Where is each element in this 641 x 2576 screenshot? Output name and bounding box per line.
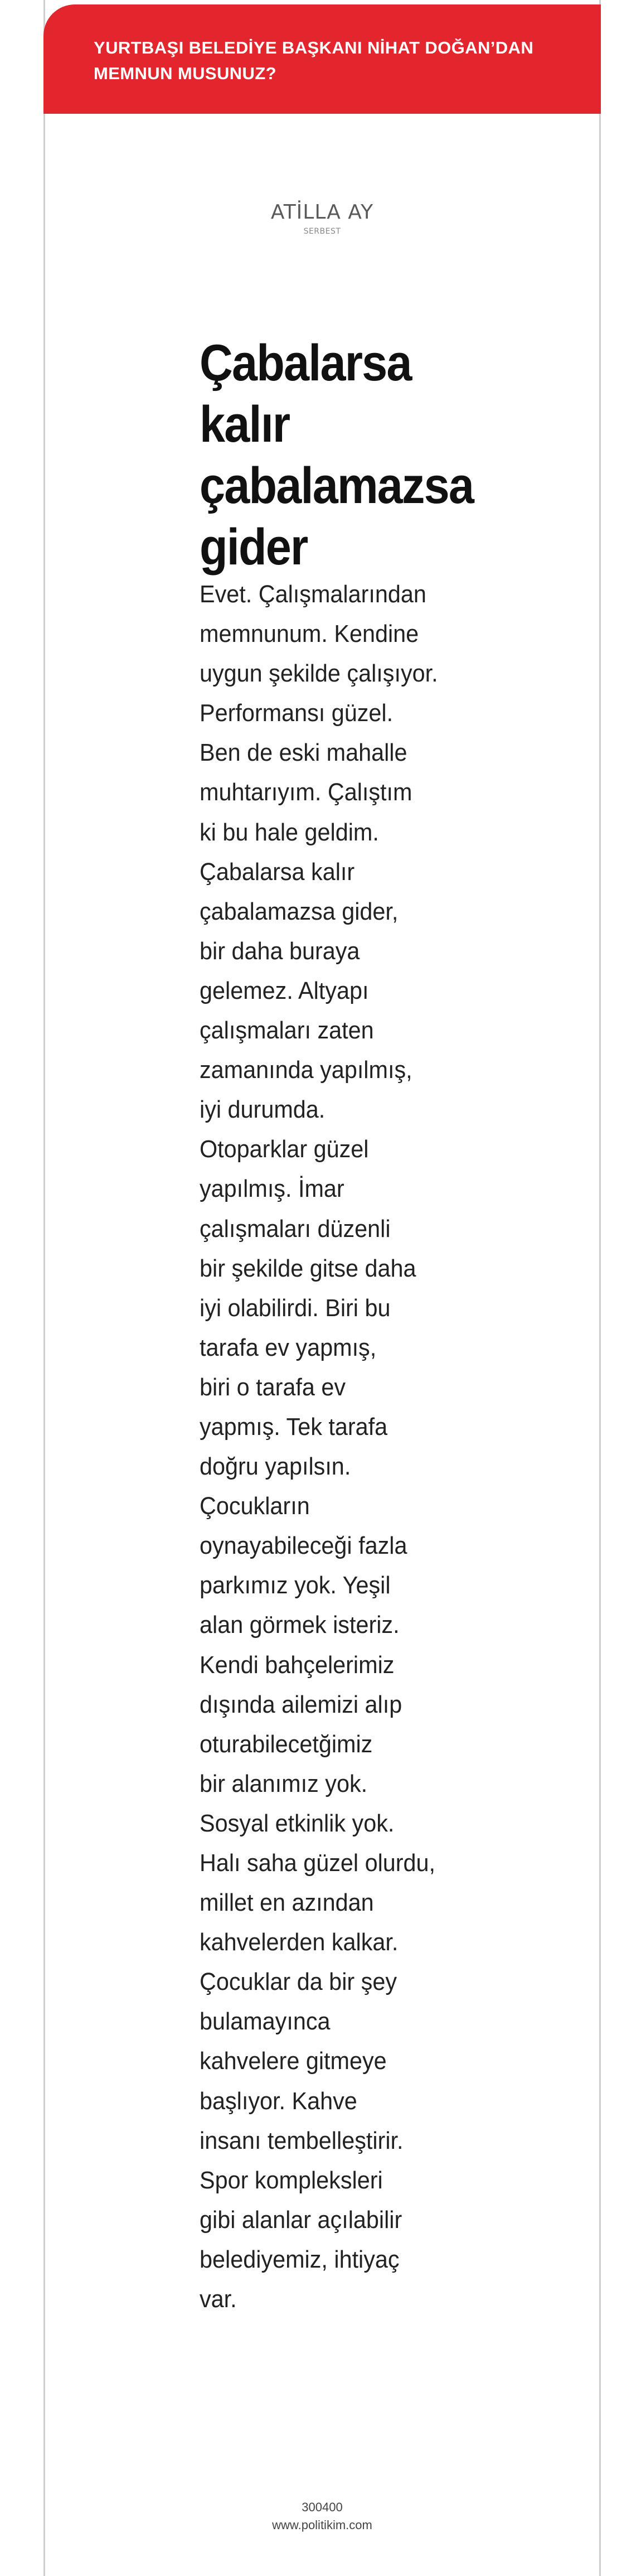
body-line: Performansı güzel. (200, 699, 394, 727)
body-line: Halı saha güzel olurdu, (200, 1849, 436, 1877)
body-line: tarafa ev yapmış, (200, 1333, 377, 1361)
body-line: Çabalarsa kalır (200, 858, 355, 886)
author-role: SERBEST (303, 227, 341, 236)
body-line: çabalamazsa gider, (200, 897, 399, 925)
body-line: biri o tarafa ev (200, 1373, 346, 1401)
body-line: ki bu hale geldim. (200, 818, 379, 846)
body-line: bir daha buraya (200, 937, 360, 965)
body-line: iyi olabilirdi. Biri bu (200, 1294, 391, 1322)
body-line: çalışmaları düzenli (200, 1215, 391, 1243)
body-line: memnunum. Kendine (200, 620, 419, 648)
body-line: var. (200, 2285, 237, 2313)
headline-line-4: gider (200, 519, 308, 576)
body-line: kahvelerden kalkar. (200, 1929, 399, 1956)
banner-title-line-2: MEMNUN MUSUNUZ? (94, 64, 277, 83)
footer-website-link[interactable]: www.politikim.com (272, 2518, 372, 2532)
body-line: Kendi bahçelerimiz (200, 1651, 395, 1679)
body-line: oynayabileceği fazla (200, 1532, 407, 1560)
body-line: Sosyal etkinlik yok. (200, 1809, 395, 1837)
body-line: Çocuklar da bir şey (200, 1968, 397, 1996)
author-name: ATİLLA AY (270, 201, 374, 224)
body-line: zamanında yapılmış, (200, 1056, 412, 1084)
body-line: bir şekilde gitse daha (200, 1254, 416, 1282)
body-line: iyi durumda. (200, 1096, 326, 1124)
body-line: gelemez. Altyapı (200, 977, 369, 1004)
body-line: insanı tembelleştirir. (200, 2126, 404, 2154)
headline-line-1: Çabalarsa (200, 335, 411, 392)
article-headline (200, 332, 512, 578)
page-footer (211, 2498, 434, 2534)
body-line: dışında ailemizi alıp (200, 1690, 402, 1718)
headline-line-2: kalır (200, 396, 290, 453)
body-line: bulamayınca (200, 2008, 331, 2036)
body-line: Spor kompleksleri (200, 2166, 383, 2194)
body-line: bir alanımız yok. (200, 1770, 368, 1797)
body-line: gibi alanlar açılabilir (200, 2206, 402, 2234)
body-line: Ben de eski mahalle (200, 739, 407, 767)
body-line: Evet. Çalışmalarından (200, 581, 426, 608)
author-byline (211, 201, 434, 236)
body-line: belediyemiz, ihtiyaç (200, 2245, 400, 2273)
footer-code: 300400 (302, 2500, 343, 2514)
body-line: Otoparklar güzel (200, 1135, 369, 1163)
body-line: oturabilecetğimiz (200, 1730, 373, 1758)
body-line: Çocukların (200, 1492, 310, 1520)
body-line: çalışmaları zaten (200, 1017, 374, 1045)
body-line: parkımız yok. Yeşil (200, 1572, 391, 1599)
section-banner (43, 4, 601, 114)
body-line: millet en azından (200, 1889, 374, 1917)
body-line: alan görmek isteriz. (200, 1611, 400, 1639)
banner-title-line-1: YURTBAŞI BELEDİYE BAŞKANI NİHAT DOĞAN’DAN (94, 38, 534, 57)
body-line: başlıyor. Kahve (200, 2087, 357, 2115)
body-line: kahvelere gitmeye (200, 2047, 387, 2075)
body-line: doğru yapılsın. (200, 1453, 351, 1481)
article-body (200, 574, 489, 2319)
body-line: yapılmış. İmar (200, 1175, 344, 1203)
body-line: yapmış. Tek tarafa (200, 1413, 388, 1441)
body-line: muhtarıyım. Çalıştım (200, 779, 412, 806)
body-line: uygun şekilde çalışıyor. (200, 660, 438, 688)
headline-line-3: çabalamazsa (200, 457, 474, 514)
